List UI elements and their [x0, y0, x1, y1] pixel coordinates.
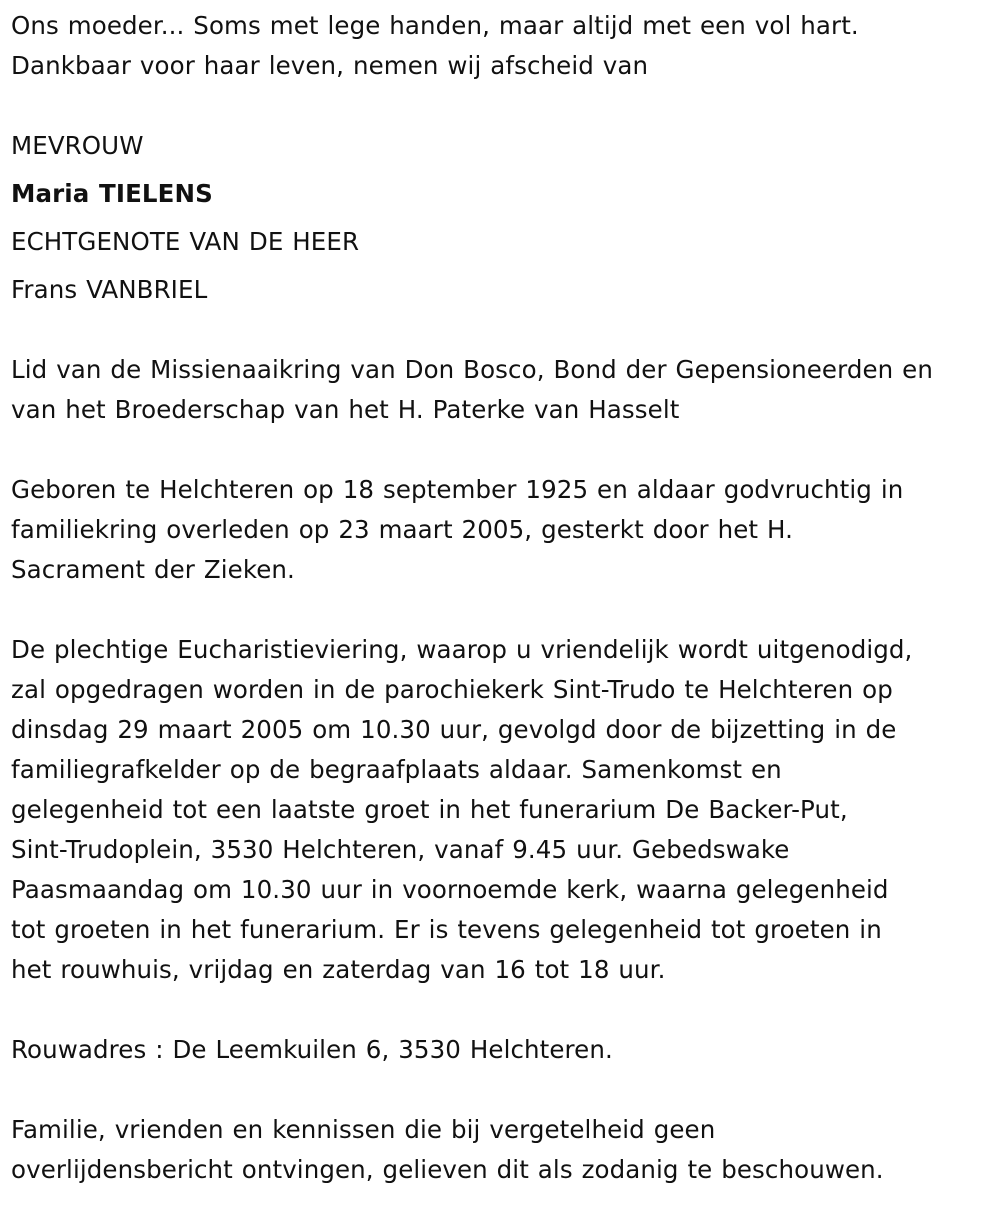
- spacer: [11, 430, 990, 470]
- service-line: tot groeten in het funerarium. Er is tevens gelegenheid tot groeten in: [11, 915, 882, 944]
- service-line: gelegenheid tot een laatste groet in het funerarium De Backer-Put,: [11, 795, 848, 824]
- birth-death-line: Geboren te Helchteren op 18 september 1925 en aldaar godvruchtig in: [11, 475, 904, 504]
- service-line: dinsdag 29 maart 2005 om 10.30 uur, gevolgd door de bijzetting in de: [11, 715, 897, 744]
- spacer: [11, 86, 990, 126]
- deceased-name: Maria TIELENS: [11, 179, 213, 208]
- closing-paragraph: [11, 1110, 990, 1190]
- spacer: [11, 310, 990, 350]
- spacer: [11, 590, 990, 630]
- closing-line: overlijdensbericht ontvingen, gelieven dit als zodanig te beschouwen.: [11, 1155, 884, 1184]
- membership-paragraph: [11, 350, 990, 430]
- service-line: Paasmaandag om 10.30 uur in voornoemde kerk, waarna gelegenheid: [11, 875, 889, 904]
- membership-line: van het Broederschap van het H. Paterke van Hasselt: [11, 395, 680, 424]
- service-line: Sint-Trudoplein, 3530 Helchteren, vanaf 9.45 uur. Gebedswake: [11, 835, 790, 864]
- intro-paragraph: [11, 6, 990, 86]
- address-paragraph: [11, 1030, 990, 1070]
- service-paragraph: [11, 630, 990, 990]
- spacer: [11, 990, 990, 1030]
- relation-text: ECHTGENOTE VAN DE HEER: [11, 227, 360, 256]
- birth-death-line: Sacrament der Zieken.: [11, 555, 295, 584]
- service-line: De plechtige Eucharistieviering, waarop u vriendelijk wordt uitgenodigd,: [11, 635, 913, 664]
- service-line: familiegrafkelder op de begraafplaats aldaar. Samenkomst en: [11, 755, 782, 784]
- honorific-title: MEVROUW: [11, 131, 144, 160]
- membership-line: Lid van de Missienaaikring van Don Bosco, Bond der Gepensioneerden en: [11, 355, 933, 384]
- intro-line: Dankbaar voor haar leven, nemen wij afscheid van: [11, 51, 649, 80]
- birth-death-paragraph: [11, 470, 990, 590]
- closing-line: Familie, vrienden en kennissen die bij vergetelheid geen: [11, 1115, 716, 1144]
- birth-death-line: familiekring overleden op 23 maart 2005, gesterkt door het H.: [11, 515, 793, 544]
- spacer: [11, 1070, 990, 1110]
- mourning-address: Rouwadres : De Leemkuilen 6, 3530 Helchteren.: [11, 1035, 613, 1064]
- spouse-name: Frans VANBRIEL: [11, 275, 208, 304]
- intro-line: Ons moeder... Soms met lege handen, maar altijd met een vol hart.: [11, 11, 859, 40]
- service-line: zal opgedragen worden in de parochiekerk Sint-Trudo te Helchteren op: [11, 675, 893, 704]
- deceased-block: [11, 126, 990, 310]
- service-line: het rouwhuis, vrijdag en zaterdag van 16 tot 18 uur.: [11, 955, 666, 984]
